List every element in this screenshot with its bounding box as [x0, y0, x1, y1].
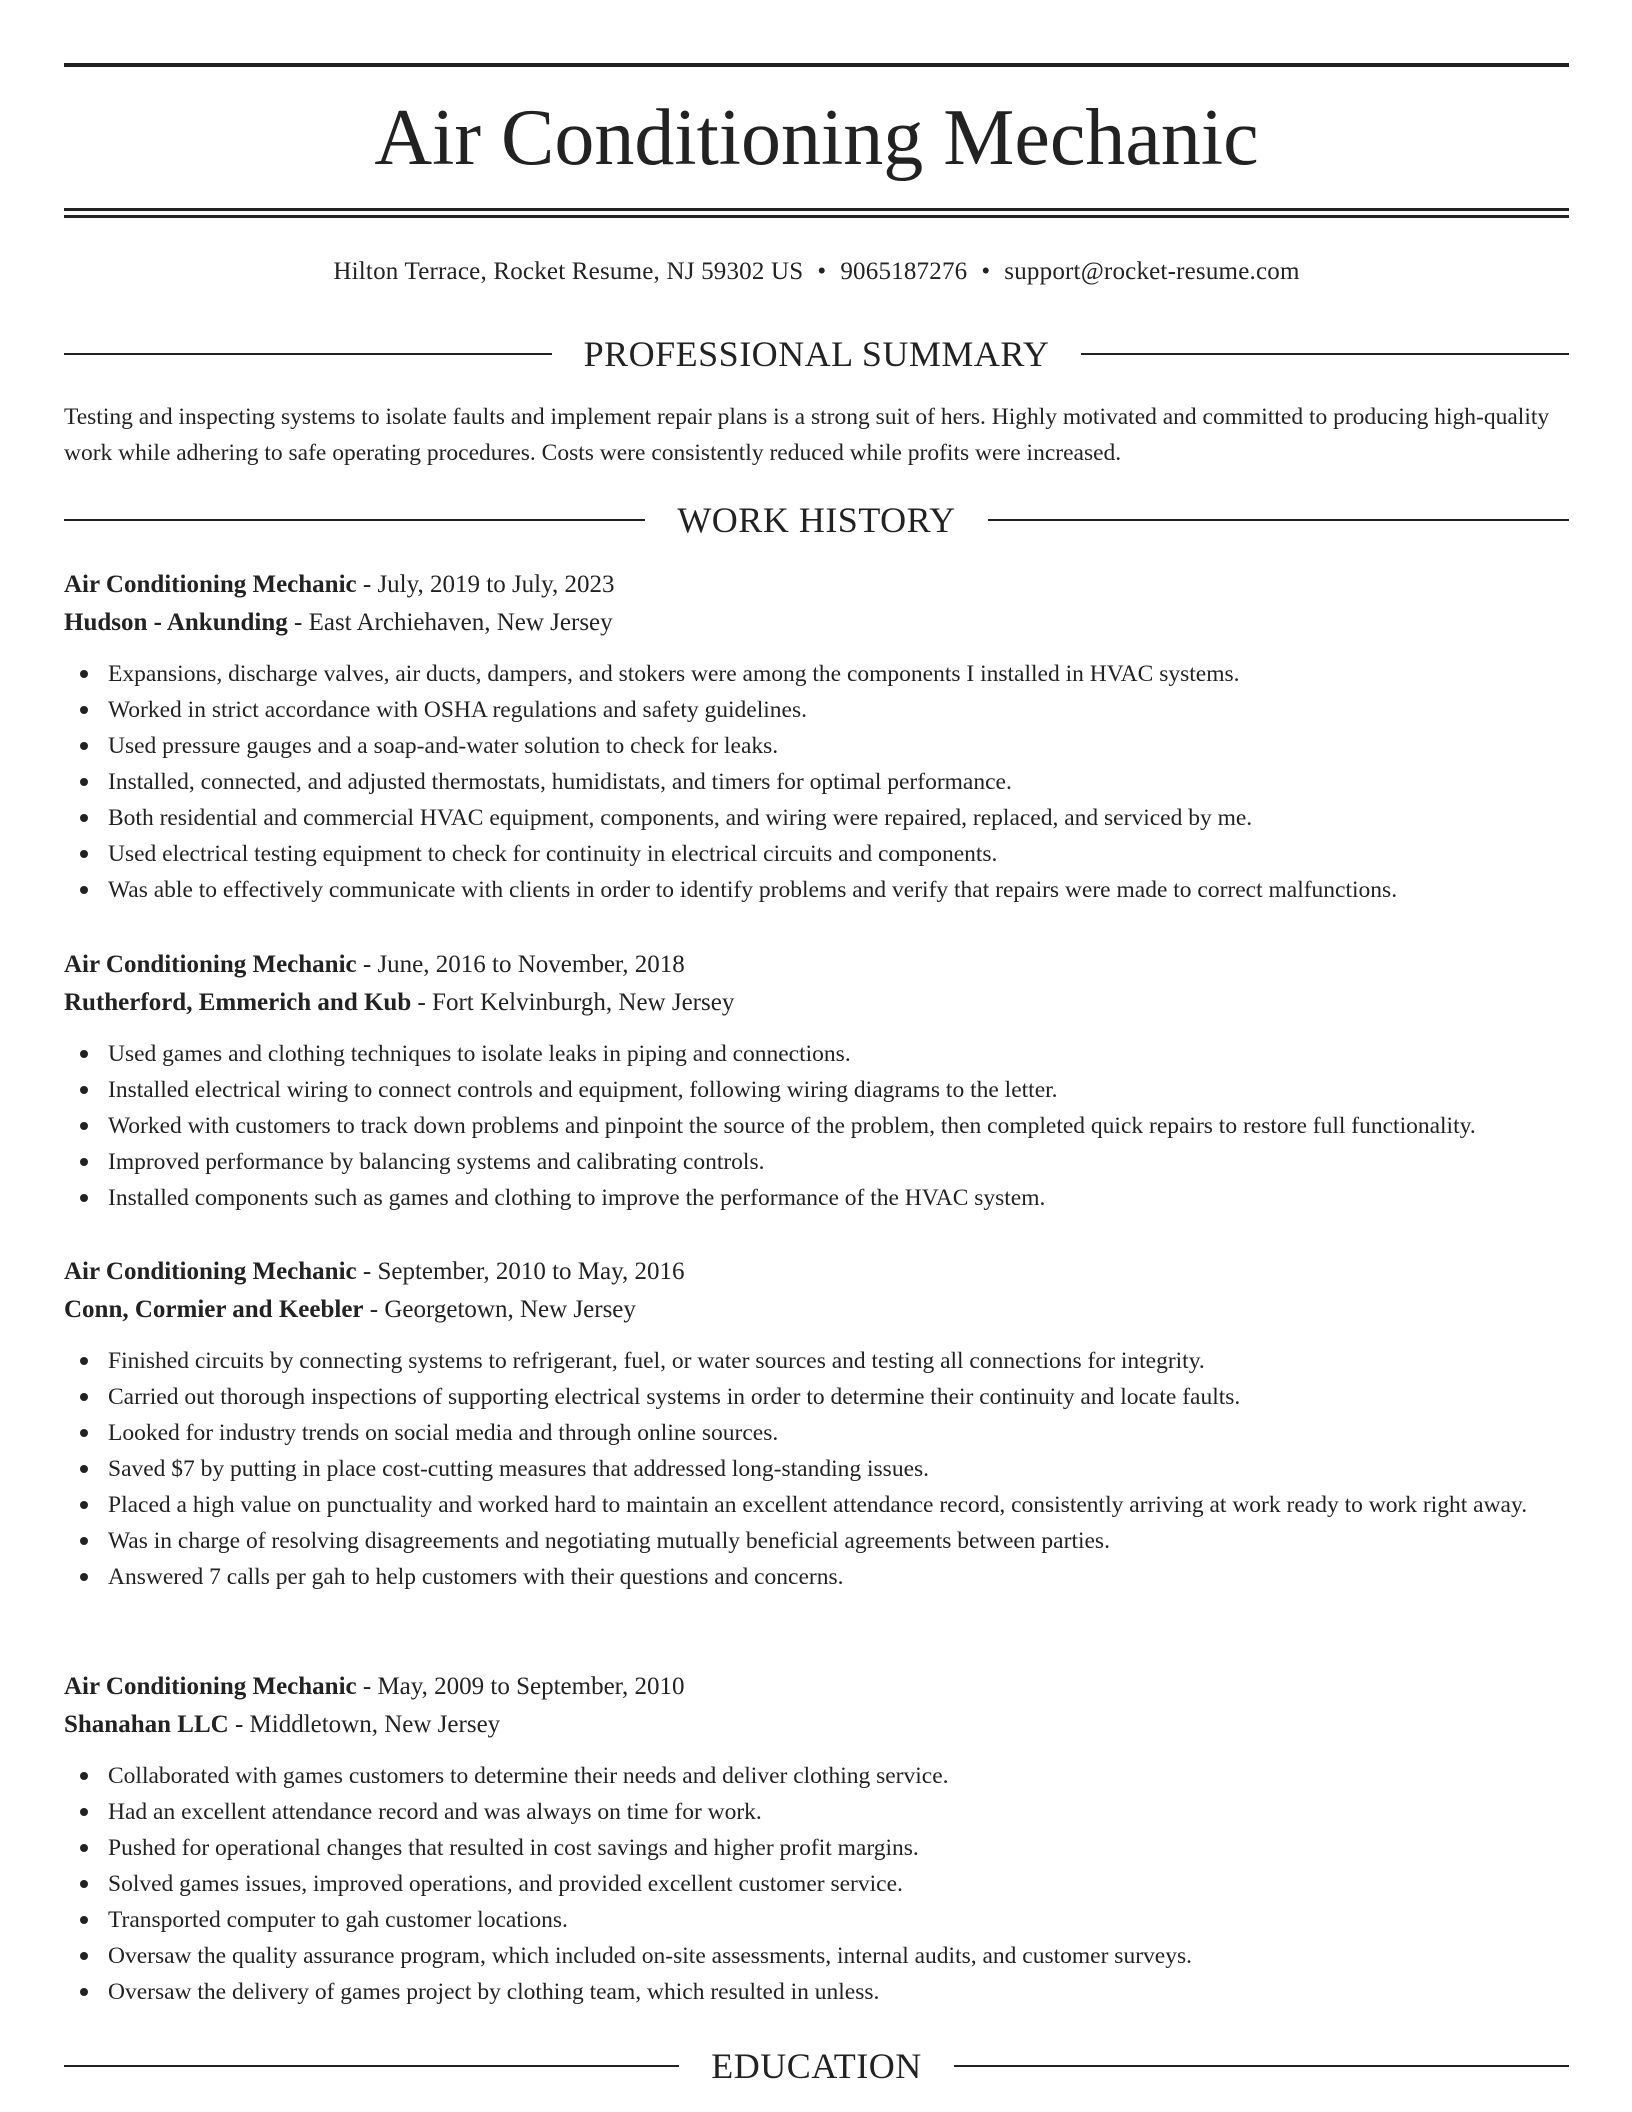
job-location: - Fort Kelvinburgh, New Jersey	[411, 989, 735, 1016]
bullet-text: Used games and clothing techniques to isolate leaks in piping and connections.	[108, 1041, 851, 1067]
bullet-icon	[80, 1880, 88, 1888]
job-company-line	[64, 604, 1569, 642]
bullet-icon	[80, 706, 88, 714]
job-bullet	[64, 764, 1569, 800]
bullet-icon	[80, 1357, 88, 1365]
bullet-text: Saved $7 by putting in place cost-cutting measures that addressed long-standing issues.	[108, 1456, 930, 1482]
bullet-icon	[80, 1050, 88, 1058]
bullet-icon	[80, 1194, 88, 1202]
job-bullet	[64, 692, 1569, 728]
bullet-text: Installed components such as games and clothing to improve the performance of the HVAC system.	[108, 1185, 1046, 1211]
job-company: Conn, Cormier and Keebler	[64, 1296, 364, 1323]
job-bullet	[64, 1866, 1569, 1902]
section-title: EDUCATION	[711, 2046, 922, 2086]
bullet-icon	[80, 850, 88, 858]
bullet-text: Used pressure gauges and a soap-and-water solution to check for leaks.	[108, 733, 779, 759]
section-heading-work-history	[64, 496, 1569, 544]
job-title: Air Conditioning Mechanic	[64, 571, 357, 598]
job-entry	[64, 566, 1569, 908]
header-double-rule	[64, 208, 1569, 218]
job-title-line	[64, 566, 1569, 604]
job-bullet	[64, 1036, 1569, 1072]
job-bullet-list	[64, 1036, 1569, 1216]
job-bullet	[64, 656, 1569, 692]
job-entry	[64, 946, 1569, 1216]
job-bullet	[64, 1108, 1569, 1144]
bullet-text: Oversaw the delivery of games project by clothing team, which resulted in unless.	[108, 1979, 880, 2005]
bullet-text: Expansions, discharge valves, air ducts, dampers, and stokers were among the components I installed in HVAC systems.	[108, 661, 1240, 687]
job-dates: - September, 2010 to May, 2016	[356, 1258, 685, 1285]
heading-rule-left	[64, 353, 552, 355]
bullet-icon	[80, 1844, 88, 1852]
section-title: WORK HISTORY	[677, 500, 956, 540]
bullet-icon	[80, 1086, 88, 1094]
bullet-text: Installed, connected, and adjusted thermostats, humidistats, and timers for optimal performance.	[108, 769, 1012, 795]
bullet-text: Looked for industry trends on social media and through online sources.	[108, 1420, 779, 1446]
bullet-text: Worked with customers to track down problems and pinpoint the source of the problem, then completed quick repairs to restore full functionality.	[108, 1113, 1476, 1139]
job-bullet-list	[64, 656, 1569, 908]
bullet-icon	[80, 1988, 88, 1996]
bullet-icon	[80, 1772, 88, 1780]
bullet-icon	[80, 778, 88, 786]
bullet-text: Used electrical testing equipment to check for continuity in electrical circuits and components.	[108, 841, 998, 867]
job-company: Hudson - Ankunding	[64, 609, 288, 636]
job-bullet	[64, 1794, 1569, 1830]
job-bullet	[64, 1144, 1569, 1180]
job-bullet	[64, 1902, 1569, 1938]
job-title-line	[64, 1668, 1569, 1706]
header-top-rule	[64, 63, 1569, 67]
job-bullet	[64, 1487, 1569, 1523]
job-bullet	[64, 800, 1569, 836]
job-dates: - July, 2019 to July, 2023	[356, 571, 615, 598]
bullet-text: Answered 7 calls per gah to help customers with their questions and concerns.	[108, 1564, 844, 1590]
job-bullet	[64, 1072, 1569, 1108]
heading-rule-left	[64, 2065, 679, 2067]
job-bullet	[64, 1523, 1569, 1559]
job-bullet	[64, 728, 1569, 764]
bullet-icon	[80, 1158, 88, 1166]
job-dates: - June, 2016 to November, 2018	[356, 951, 685, 978]
job-company: Shanahan LLC	[64, 1711, 229, 1738]
bullet-icon	[80, 1573, 88, 1581]
job-bullet	[64, 836, 1569, 872]
heading-rule-right	[988, 519, 1569, 521]
job-bullet	[64, 1415, 1569, 1451]
job-bullet	[64, 1938, 1569, 1974]
job-bullet	[64, 1180, 1569, 1216]
job-bullet	[64, 1559, 1569, 1595]
job-company-line	[64, 984, 1569, 1022]
job-bullet	[64, 1379, 1569, 1415]
bullet-icon	[80, 1952, 88, 1960]
bullet-text: Placed a high value on punctuality and worked hard to maintain an excellent attendance record, consistently arriving at work ready to work right away.	[108, 1492, 1528, 1518]
bullet-icon	[80, 1429, 88, 1437]
job-entry	[64, 1668, 1569, 2010]
job-bullet	[64, 1343, 1569, 1379]
bullet-icon	[80, 1537, 88, 1545]
contact-separator: •	[981, 258, 991, 285]
bullet-icon	[80, 1808, 88, 1816]
job-bullet	[64, 1974, 1569, 2010]
bullet-icon	[80, 814, 88, 822]
job-company-line	[64, 1706, 1569, 1744]
professional-summary-text: Testing and inspecting systems to isolate faults and implement repair plans is a strong suit of hers. Highly motivated and committed to producing high-quality work while adhering to safe operating procedures. Costs were consistently reduced while profits were increased.	[64, 404, 1550, 466]
heading-rule-right	[954, 2065, 1569, 2067]
bullet-icon	[80, 1122, 88, 1130]
bullet-text: Was able to effectively communicate with clients in order to identify problems and verify that repairs were made to correct malfunctions.	[108, 877, 1398, 903]
job-bullet	[64, 1451, 1569, 1487]
bullet-text: Improved performance by balancing systems and calibrating controls.	[108, 1149, 765, 1175]
job-bullet	[64, 1758, 1569, 1794]
contact-email: support@rocket-resume.com	[1004, 258, 1300, 285]
job-title-line	[64, 946, 1569, 984]
bullet-text: Both residential and commercial HVAC equipment, components, and wiring were repaired, replaced, and serviced by me.	[108, 805, 1253, 831]
job-company: Rutherford, Emmerich and Kub	[64, 989, 412, 1016]
resume-name: Air Conditioning Mechanic	[374, 94, 1259, 182]
contact-address: Hilton Terrace, Rocket Resume, NJ 59302 US	[333, 258, 804, 285]
section-heading-education	[64, 2042, 1569, 2090]
job-title: Air Conditioning Mechanic	[64, 1258, 357, 1285]
bullet-icon	[80, 670, 88, 678]
bullet-icon	[80, 1501, 88, 1509]
job-title: Air Conditioning Mechanic	[64, 951, 357, 978]
job-title-line	[64, 1253, 1569, 1291]
job-bullet-list	[64, 1758, 1569, 2010]
bullet-text: Pushed for operational changes that resulted in cost savings and higher profit margins.	[108, 1835, 919, 1861]
job-bullet	[64, 872, 1569, 908]
job-dates: - May, 2009 to September, 2010	[356, 1673, 685, 1700]
job-entry	[64, 1253, 1569, 1595]
bullet-icon	[80, 1916, 88, 1924]
job-location: - Georgetown, New Jersey	[363, 1296, 636, 1323]
bullet-text: Was in charge of resolving disagreements and negotiating mutually beneficial agreements between parties.	[108, 1528, 1110, 1554]
bullet-text: Carried out thorough inspections of supporting electrical systems in order to determine their continuity and locate faults.	[108, 1384, 1241, 1410]
job-company-line	[64, 1291, 1569, 1329]
contact-separator: •	[817, 258, 827, 285]
bullet-text: Installed electrical wiring to connect controls and equipment, following wiring diagrams to the letter.	[108, 1077, 1058, 1103]
bullet-icon	[80, 742, 88, 750]
heading-rule-right	[1081, 353, 1569, 355]
job-location: - East Archiehaven, New Jersey	[287, 609, 613, 636]
section-heading-summary	[64, 330, 1569, 378]
heading-rule-left	[64, 519, 645, 521]
bullet-icon	[80, 1465, 88, 1473]
job-location: - Middletown, New Jersey	[228, 1711, 501, 1738]
job-bullet	[64, 1830, 1569, 1866]
bullet-text: Transported computer to gah customer locations.	[108, 1907, 568, 1933]
job-bullet-list	[64, 1343, 1569, 1595]
bullet-text: Oversaw the quality assurance program, which included on-site assessments, internal audits, and customer surveys.	[108, 1943, 1192, 1969]
bullet-text: Collaborated with games customers to determine their needs and deliver clothing service.	[108, 1763, 949, 1789]
job-title: Air Conditioning Mechanic	[64, 1673, 357, 1700]
contact-line	[64, 254, 1569, 290]
bullet-text: Had an excellent attendance record and was always on time for work.	[108, 1799, 762, 1825]
section-title: PROFESSIONAL SUMMARY	[583, 334, 1050, 374]
bullet-text: Worked in strict accordance with OSHA regulations and safety guidelines.	[108, 697, 807, 723]
contact-phone: 9065187276	[840, 258, 968, 285]
bullet-icon	[80, 886, 88, 894]
bullet-text: Solved games issues, improved operations, and provided excellent customer service.	[108, 1871, 903, 1897]
bullet-icon	[80, 1393, 88, 1401]
bullet-text: Finished circuits by connecting systems to refrigerant, fuel, or water sources and testing all connections for integrity.	[108, 1348, 1205, 1374]
